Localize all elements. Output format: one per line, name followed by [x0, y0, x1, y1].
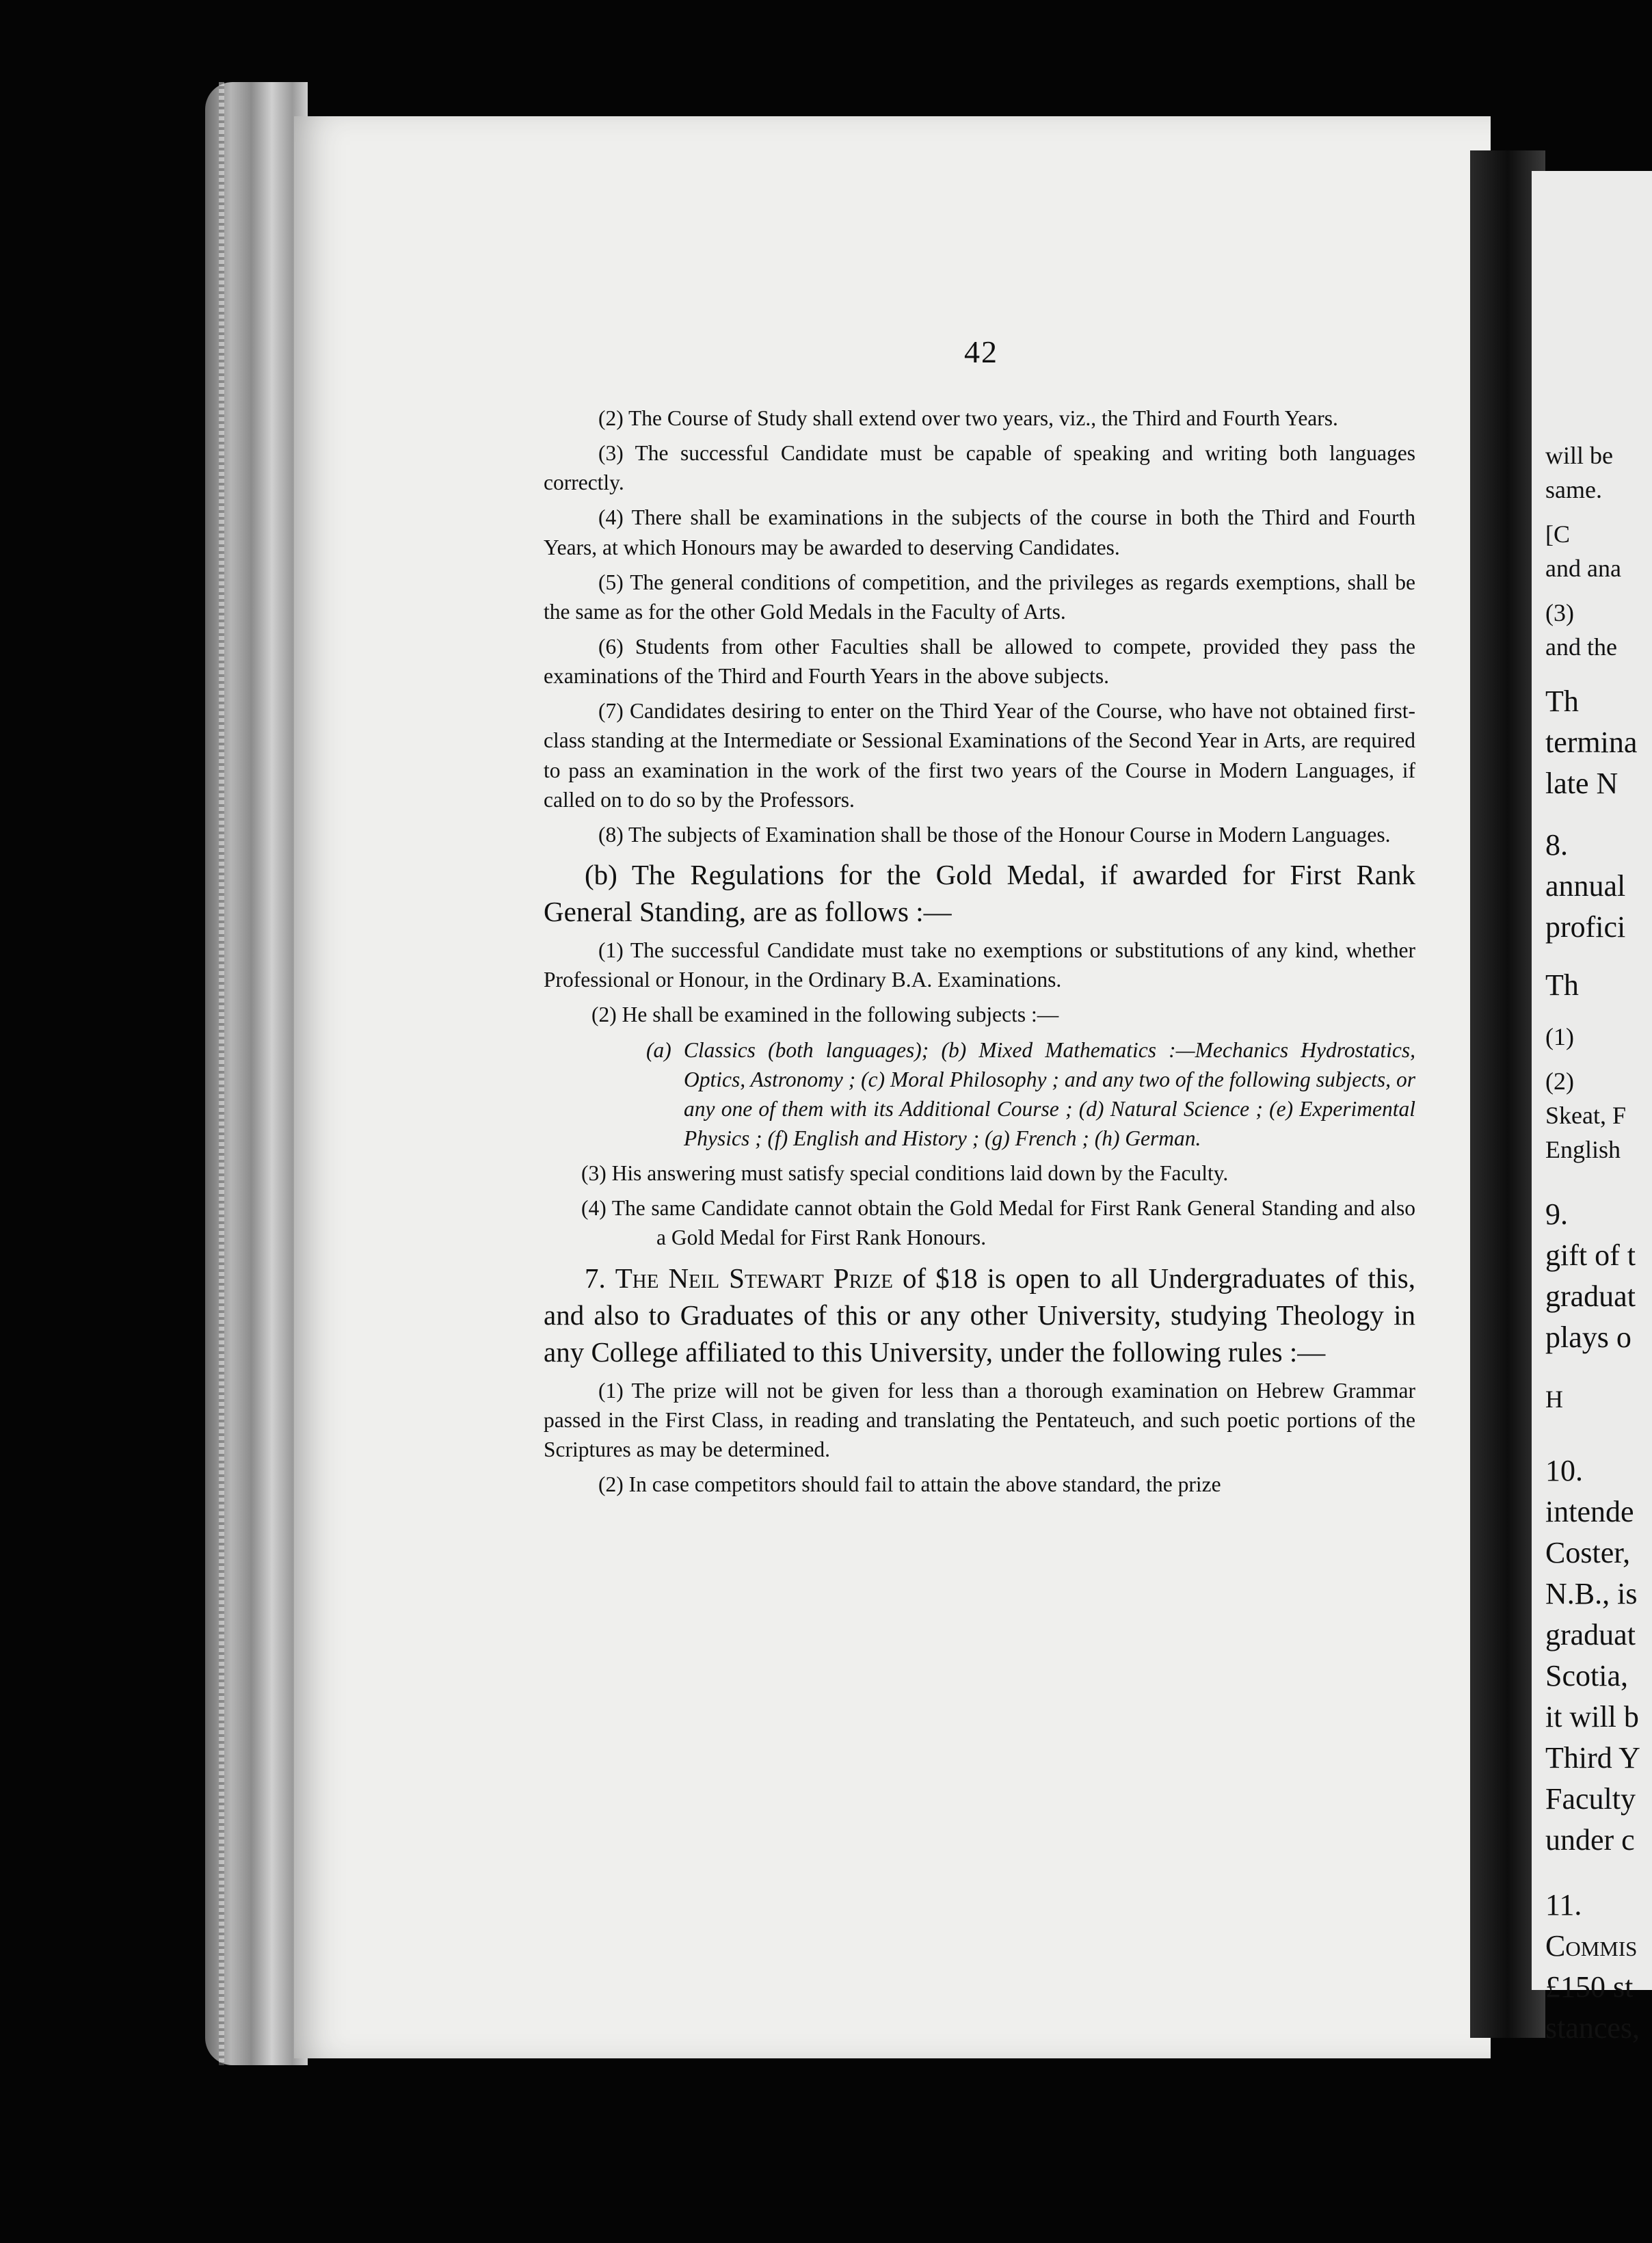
list-item: (1) The prize will not be given for less than a thorough examination on Hebrew Grammar passed in the First Class, in reading and translating the Pentateuch, and such poetic portions of the Scriptures as may be determined. [544, 1378, 1415, 1462]
facing-line: will be [1545, 442, 1613, 469]
facing-line: 11. [1545, 1888, 1582, 1922]
section-7-heading [544, 1260, 1415, 1370]
paragraph: (8) The subjects of Examination shall be those of the Honour Course in Modern Languages. [598, 822, 1391, 847]
prize-title: The Neil Stewart Prize [615, 1262, 894, 1294]
facing-line: graduat [1545, 1279, 1636, 1313]
facing-line: English [1545, 1136, 1621, 1163]
page-body [544, 403, 1415, 1504]
facing-line: N.B., is [1545, 1577, 1638, 1610]
facing-line: 8. [1545, 828, 1568, 862]
facing-line: Th [1545, 685, 1579, 718]
facing-line: £150 st [1545, 1970, 1634, 2004]
paragraph: (6) Students from other Faculties shall be allowed to compete, provided they pass the examinations of the Third and Fourth Years in the above subjects. [544, 634, 1415, 689]
paragraph: (7) Candidates desiring to enter on the Third Year of the Course, who have not obtained first-class standing at the Intermediate or Sessional Examinations of the Second Year in Arts, are required to pass an examination in the work of the first two years of the Course in Modern Languages, if called on to do so by the Professors. [544, 699, 1415, 812]
facing-line: [C [1545, 520, 1570, 548]
facing-line: (3) [1545, 599, 1574, 626]
section-b-heading: (b) The Regulations for the Gold Medal, if awarded for First Rank General Standing, are as follows :— [544, 858, 1415, 928]
facing-line: profici [1545, 910, 1626, 944]
facing-line: H [1545, 1385, 1563, 1413]
facing-page [1532, 171, 1652, 2045]
paragraph: (2) The Course of Study shall extend over two years, viz., the Third and Fourth Years. [598, 406, 1338, 430]
facing-line: and ana [1545, 555, 1621, 582]
facing-line: Third Y [1545, 1741, 1640, 1775]
list-item: (2) In case competitors should fail to attain the above standard, the prize [598, 1472, 1221, 1497]
facing-line: and the [1545, 633, 1617, 661]
paragraph: (5) The general conditions of competition, and the privileges as regards exemptions, shall be the same as for the other Gold Medals in the Faculty of Arts. [544, 570, 1415, 624]
facing-line: (1) [1545, 1023, 1574, 1050]
subject-list: (a) Classics (both languages); (b) Mixed Mathematics :—Mechanics Hydrostatics, Optics, Astronomy ; (c) Moral Philosophy ; and any two of the following subjects, or any one of them with its Additional Course ; (d) Natural Science ; (e) Experimental Physics ; (f) English and History ; (g) French ; (h) German. [646, 1037, 1415, 1151]
section-7-text: of $18 is open to all Undergraduates of this, and also to Graduates of this or any other University, studying Theology in any College affiliated to this University, under the following rules :— [544, 1262, 1415, 1368]
facing-line: Faculty [1545, 1782, 1636, 1816]
list-item: (2) He shall be examined in the following subjects :— [591, 1003, 1059, 1027]
facing-line: graduat [1545, 1618, 1636, 1651]
facing-line: Commis [1545, 1929, 1638, 1963]
facing-line: Skeat, F [1545, 1102, 1627, 1129]
facing-line: Coster, [1545, 1536, 1631, 1569]
facing-line: it will b [1545, 1700, 1639, 1734]
page-number: 42 [964, 334, 998, 369]
facing-line: intende [1545, 1495, 1634, 1528]
list-item: (3) His answering must satisfy special conditions laid down by the Faculty. [581, 1161, 1229, 1186]
facing-line: termina [1545, 726, 1638, 759]
facing-line: plays o [1545, 1320, 1631, 1354]
facing-line: Scotia, [1545, 1659, 1628, 1693]
list-item: (1) The successful Candidate must take no exemptions or substitutions of any kind, whether Professional or Honour, in the Ordinary B.A. Examinations. [544, 938, 1415, 992]
section-number: 7. [585, 1262, 606, 1294]
facing-line: (2) [1545, 1067, 1574, 1095]
page-stack-edge [205, 82, 308, 2065]
paragraph: (4) There shall be examinations in the subjects of the course in both the Third and Fourth Years, at which Honours may be awarded to deserving Candidates. [544, 505, 1415, 559]
facing-line: annual [1545, 869, 1626, 903]
facing-line: under c [1545, 1823, 1635, 1857]
list-item: (4) The same Candidate cannot obtain the Gold Medal for First Rank General Standing and also a Gold Medal for First Rank Honours. [581, 1196, 1415, 1250]
facing-line: stances, [1545, 2011, 1640, 2045]
facing-line: late N [1545, 767, 1618, 800]
facing-line: gift of t [1545, 1238, 1636, 1272]
facing-line: 9. [1545, 1197, 1568, 1231]
paragraph: (3) The successful Candidate must be capable of speaking and writing both languages correctly. [544, 441, 1415, 495]
facing-line: same. [1545, 476, 1602, 503]
facing-line: 10. [1545, 1454, 1583, 1487]
facing-line: Th [1545, 968, 1579, 1002]
